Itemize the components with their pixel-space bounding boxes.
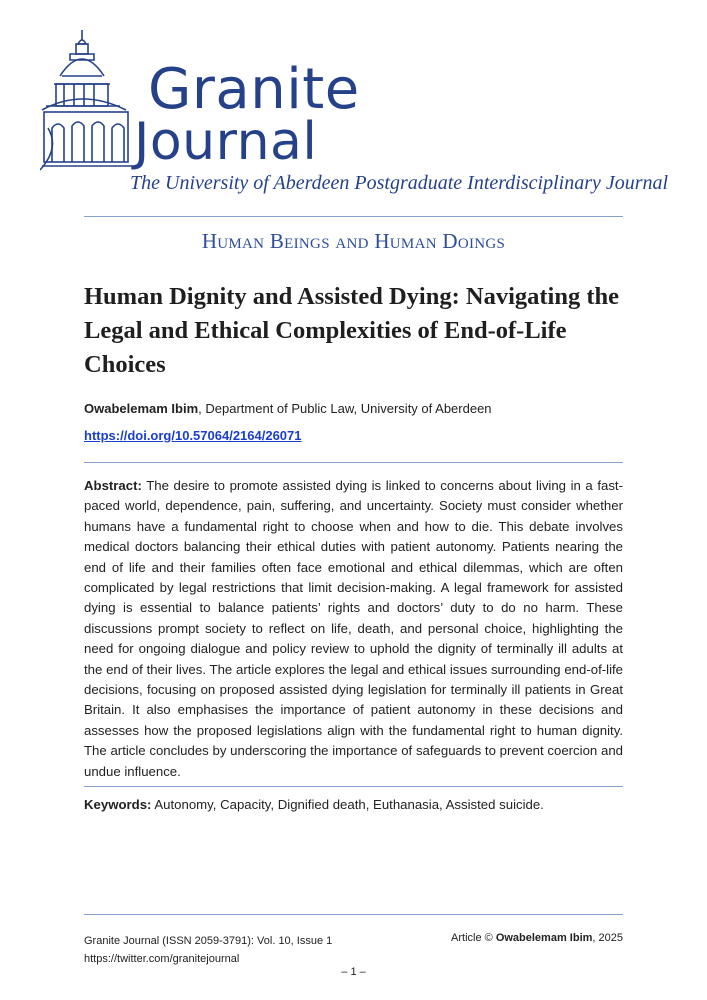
section-heading: Human Beings and Human Doings <box>201 229 506 253</box>
footer-left <box>84 932 332 968</box>
journal-issue-info: Granite Journal (ISSN 2059-3791): Vol. 10, Issue 1 <box>84 935 333 947</box>
abstract-label: Abstract: <box>84 478 142 493</box>
keywords-text: Autonomy, Capacity, Dignified death, Euthanasia, Assisted suicide. <box>151 797 544 812</box>
header-divider <box>84 216 623 217</box>
page-number: – 1 – <box>341 966 366 978</box>
article-title: Human Dignity and Assisted Dying: Navigating the Legal and Ethical Complexities of End-of-Life Choices <box>84 283 620 378</box>
author-affiliation: , Department of Public Law, University of Aberdeen <box>198 401 492 416</box>
abstract-paragraph <box>84 476 623 782</box>
brand-granite: Granite <box>148 57 360 122</box>
author-name: Owabelemam Ibim <box>84 401 199 416</box>
abstract-top-divider <box>84 462 623 463</box>
keywords-divider <box>84 786 623 787</box>
article-credit-author: Owabelemam Ibim <box>495 932 593 944</box>
journal-tagline: The University of Aberdeen Postgraduate Interdisciplinary Journal <box>130 172 669 194</box>
footer-article-credit <box>451 932 623 944</box>
footer-divider <box>84 914 623 915</box>
abstract-text: The desire to promote assisted dying is linked to concerns about living in a fast-paced world, dependence, pain, suffering, and uncertainty. Society must consider whether humans have a fundamental right to choose when and how to die. This debate involves medical doctors balancing their ethical duties with patient autonomy. Patients nearing the end of life and their families often face emotional and ethical dilemmas, which are often complicated by legal restrictions that limit decision-making. A legal framework for assisted dying is essential to balance patients’ rights and doctors’ duty to do no harm. These discussions prompt society to reflect on life, death, and personal choice, highlighting the need for ongoing dialogue and policy review to uphold the dignity of terminally ill adults at the end of their lives. The article explores the legal and ethical issues surrounding end-of-life decisions, focusing on proposed assisted dying legislation for terminally ill patients in Great Britain. It also emphasises the importance of patient autonomy in these decisions and assesses how the proposed legislations align with the fundamental right to human dignity. The article concludes by underscoring the importance of safeguards to prevent coercion and undue influence. <box>84 478 623 779</box>
doi-link[interactable]: https://doi.org/10.57064/2164/26071 <box>84 428 302 443</box>
keywords-label: Keywords: <box>84 797 152 812</box>
author-line <box>84 401 492 416</box>
keywords-line <box>84 797 544 812</box>
brand-journal: Journal <box>134 112 318 172</box>
twitter-link[interactable]: https://twitter.com/granitejournal <box>84 953 240 965</box>
article-credit-prefix: Article © <box>451 932 496 944</box>
article-credit-year: , 2025 <box>592 932 623 944</box>
